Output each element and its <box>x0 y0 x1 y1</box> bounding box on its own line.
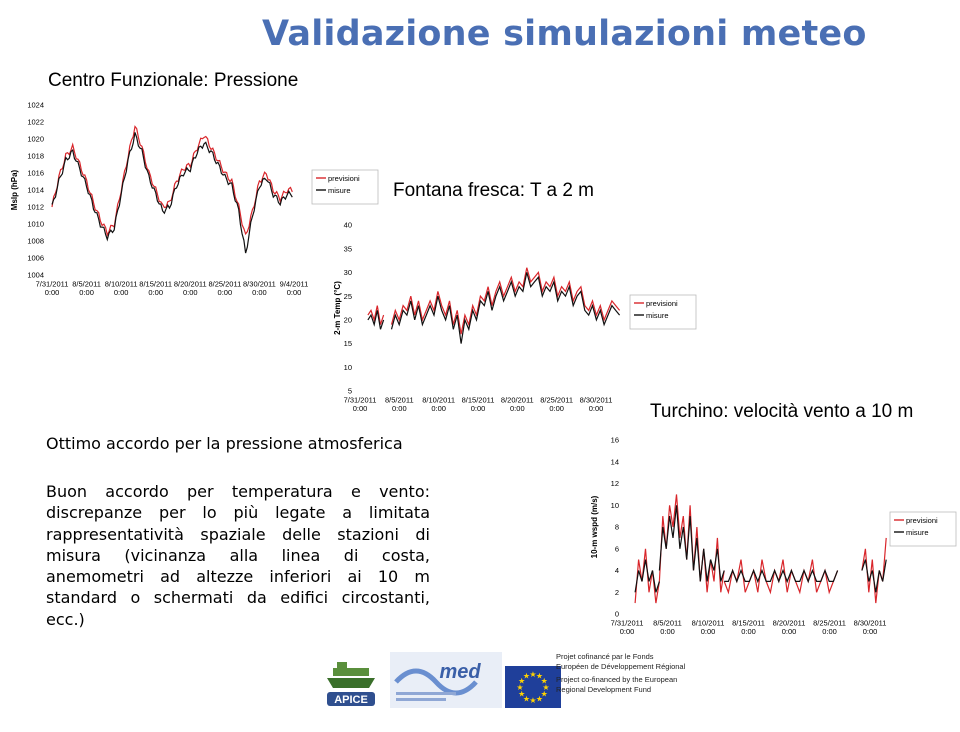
x-tick-label: 0:00 <box>549 404 564 413</box>
wind-series-previsioni <box>862 538 886 603</box>
x-tick-label: 0:00 <box>822 627 837 636</box>
slide-title: Validazione simulazioni meteo <box>262 14 867 54</box>
eu-star-icon: ★ <box>529 696 537 705</box>
x-tick-label: 8/5/2011 <box>385 395 414 405</box>
pressure-note: Ottimo accordo per la pressione atmosferica <box>46 434 403 453</box>
eu-star-icon: ★ <box>518 676 526 686</box>
eu-flag <box>505 650 561 708</box>
y-tick-label: 8 <box>614 522 619 532</box>
eu-star-icon: ★ <box>522 671 531 681</box>
y-tick-label: 1006 <box>27 253 44 263</box>
x-tick-label: 8/15/2011 <box>461 395 495 405</box>
med-logo-text: med <box>439 661 481 683</box>
eu-star-icon: ★ <box>518 689 526 699</box>
x-tick-label: 0:00 <box>286 288 302 297</box>
funding-line-en: Project co-financed by the European Regional Development Fund <box>556 675 678 694</box>
funding-line-fr: Projet cofinancé par le Fonds Européen de Développement Régional <box>556 652 686 671</box>
y-tick-label: 6 <box>614 544 619 554</box>
y-tick-label: 1004 <box>27 270 44 280</box>
ship-icon <box>323 652 379 708</box>
eu-star-icon: ★ <box>516 683 524 692</box>
eu-star-icon: ★ <box>535 671 544 681</box>
pressure-chart-title: Centro Funzionale: Pressione <box>48 70 299 91</box>
y-tick-label: 30 <box>343 268 352 278</box>
x-tick-label: 0:00 <box>660 627 675 636</box>
y-tick-label: 40 <box>343 220 352 230</box>
x-tick-label: 7/31/2011 <box>343 395 377 405</box>
y-tick-label: 1016 <box>27 168 44 178</box>
x-tick-label: 0:00 <box>79 288 94 297</box>
x-tick-label: 8/5/2011 <box>653 618 682 628</box>
med-logo <box>390 650 502 708</box>
x-tick-label: 9/4/2011 <box>279 279 309 289</box>
x-tick-label: 0:00 <box>510 404 525 413</box>
y-tick-label: 1012 <box>27 202 44 212</box>
temp-wind-note: Buon accordo per temperatura e vento: discrepanze per lo più legate a limitata rappresentatività spaziale delle stazioni di misura (vicinanza alla linea di costa, anemometri ad altezze inferiori ai 10 m standard o schermati da edifici circostanti, ecc.) <box>46 482 430 629</box>
x-tick-label: 8/25/2011 <box>208 279 242 289</box>
wind-chart <box>585 430 960 645</box>
pressure-chart <box>0 90 380 315</box>
y-tick-label: 10 <box>610 500 619 510</box>
y-tick-label: 12 <box>610 479 619 489</box>
legend-label-previsioni: previsioni <box>646 299 678 308</box>
eu-star-icon: ★ <box>522 694 531 704</box>
x-tick-label: 0:00 <box>862 627 878 636</box>
y-tick-label: 1018 <box>27 151 44 161</box>
y-tick-label: 4 <box>614 566 619 576</box>
y-tick-label: 5 <box>347 386 352 396</box>
x-tick-label: 0:00 <box>217 288 233 297</box>
y-tick-label: 20 <box>343 315 352 325</box>
legend-label-previsioni: previsioni <box>906 516 938 525</box>
x-tick-label: 0:00 <box>113 288 129 297</box>
funding-text <box>556 652 686 695</box>
x-tick-label: 8/25/2011 <box>540 395 574 405</box>
y-axis-label: 10-m wspd (m/s) <box>590 495 599 559</box>
temp-series-previsioni <box>392 268 620 334</box>
y-tick-label: 1020 <box>27 134 44 144</box>
temperature-chart-title: Fontana fresca: T a 2 m <box>393 180 595 201</box>
x-tick-label: 0:00 <box>431 404 446 413</box>
x-tick-label: 8/20/2011 <box>173 279 207 289</box>
y-tick-label: 1024 <box>27 100 44 110</box>
x-tick-label: 8/15/2011 <box>732 618 765 628</box>
y-tick-label: 25 <box>343 291 352 301</box>
eu-star-icon: ★ <box>540 689 548 699</box>
eu-star-icon: ★ <box>529 670 537 679</box>
eu-star-icon: ★ <box>540 676 548 686</box>
y-tick-label: 16 <box>610 435 619 445</box>
x-tick-label: 0:00 <box>781 627 797 636</box>
x-tick-label: 8/5/2011 <box>72 279 101 289</box>
wind-chart-title: Turchino: velocità vento a 10 m <box>650 401 914 422</box>
legend-label-misure: misure <box>906 528 929 537</box>
y-tick-label: 1014 <box>27 185 44 195</box>
y-tick-label: 1008 <box>27 236 44 246</box>
y-tick-label: 1010 <box>27 219 44 229</box>
eu-star-icon: ★ <box>542 683 550 692</box>
eu-stars-icon <box>505 666 561 708</box>
y-tick-label: 0 <box>614 609 619 619</box>
x-tick-label: 8/25/2011 <box>813 618 846 628</box>
x-tick-label: 7/31/2011 <box>35 279 69 289</box>
x-tick-label: 0:00 <box>588 404 604 413</box>
pressure-series-previsioni <box>52 127 292 236</box>
x-tick-label: 8/10/2011 <box>104 279 138 289</box>
y-axis-label: 2-m Temp (°C) <box>333 281 342 335</box>
x-tick-label: 8/30/2011 <box>579 395 613 405</box>
wind-series-previsioni <box>635 549 659 603</box>
eu-star-icon: ★ <box>535 694 544 704</box>
y-tick-label: 35 <box>343 244 352 254</box>
x-tick-label: 0:00 <box>392 404 407 413</box>
x-tick-label: 8/20/2011 <box>772 618 806 628</box>
y-tick-label: 14 <box>610 457 619 467</box>
y-axis-label: Mslp (hPa) <box>10 169 19 211</box>
legend-label-previsioni: previsioni <box>328 174 360 183</box>
y-tick-label: 15 <box>343 339 352 349</box>
y-tick-label: 10 <box>343 362 352 372</box>
x-tick-label: 0:00 <box>352 404 368 413</box>
legend-label-misure: misure <box>328 186 351 195</box>
x-tick-label: 7/31/2011 <box>610 618 644 628</box>
x-tick-label: 8/30/2011 <box>243 279 276 289</box>
x-tick-label: 0:00 <box>182 288 198 297</box>
x-tick-label: 8/10/2011 <box>691 618 725 628</box>
wind-series-misure <box>659 505 724 581</box>
temperature-chart <box>328 215 698 425</box>
x-tick-label: 8/20/2011 <box>500 395 534 405</box>
x-tick-label: 0:00 <box>148 288 164 297</box>
med-wave-icon <box>390 652 502 708</box>
apice-logo <box>322 650 380 708</box>
x-tick-label: 0:00 <box>700 627 716 636</box>
x-tick-label: 0:00 <box>470 404 486 413</box>
x-tick-label: 8/30/2011 <box>853 618 887 628</box>
legend-label-misure: misure <box>646 311 669 320</box>
apice-logo-text: APICE <box>334 694 368 706</box>
x-tick-label: 0:00 <box>619 627 635 636</box>
x-tick-label: 8/10/2011 <box>422 395 456 405</box>
x-tick-label: 8/15/2011 <box>139 279 173 289</box>
y-tick-label: 2 <box>614 587 619 597</box>
x-tick-label: 0:00 <box>741 627 756 636</box>
x-tick-label: 0:00 <box>44 288 60 297</box>
temp-series-misure <box>392 272 620 343</box>
x-tick-label: 0:00 <box>252 288 267 297</box>
y-tick-label: 1022 <box>27 117 44 127</box>
